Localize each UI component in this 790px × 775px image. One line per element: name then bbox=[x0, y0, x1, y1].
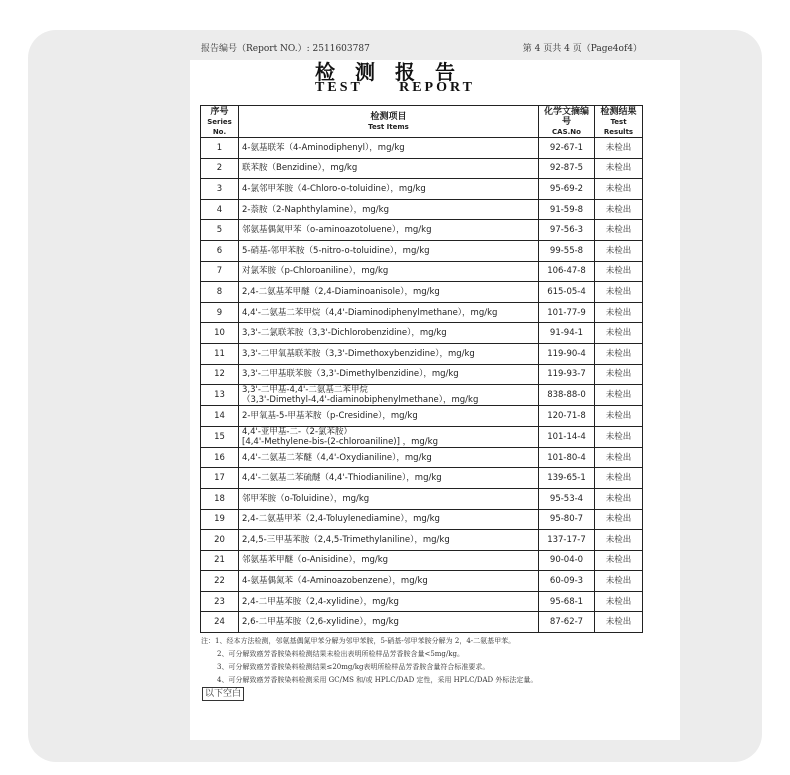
cell-cas-no: 92-67-1 bbox=[539, 138, 595, 159]
note-line: 4、可分解致癌芳香胺染料检测采用 GC/MS 和/或 HPLC/DAD 定性，采用 HPLC/DAD 外标法定量。 bbox=[217, 676, 538, 684]
cell-series-no: 22 bbox=[201, 571, 239, 592]
table-row bbox=[201, 468, 643, 489]
cell-series-no: 4 bbox=[201, 199, 239, 220]
table-row bbox=[201, 447, 643, 468]
test-item-text: 2,4-二氨基甲苯（2,4-Toluylenediamine），mg/kg bbox=[242, 514, 440, 525]
test-item-text: 对氯苯胺（p-Chloroaniline），mg/kg bbox=[242, 266, 389, 277]
cell-cas-no: 139-65-1 bbox=[539, 468, 595, 489]
cell-series-no: 23 bbox=[201, 591, 239, 612]
table-row bbox=[201, 343, 643, 364]
test-item-text: 邻氨基偶氮甲苯（o-aminoazotoluene），mg/kg bbox=[242, 225, 432, 236]
cell-series-no: 1 bbox=[201, 138, 239, 159]
cell-cas-no: 101-80-4 bbox=[539, 447, 595, 468]
header-cas-en: CAS.No bbox=[552, 127, 581, 136]
cell-test-item bbox=[239, 240, 539, 261]
cell-test-result: 未检出 bbox=[595, 571, 643, 592]
cell-cas-no: 101-77-9 bbox=[539, 302, 595, 323]
title-chinese: 检测报告 bbox=[315, 60, 475, 84]
cell-test-item bbox=[239, 468, 539, 489]
table-row bbox=[201, 179, 643, 200]
test-item-text: 邻氨基苯甲醚（o-Anisidine），mg/kg bbox=[242, 555, 389, 566]
cell-test-result: 未检出 bbox=[595, 591, 643, 612]
header-series-no bbox=[201, 106, 239, 138]
table-row bbox=[201, 138, 643, 159]
cell-test-item bbox=[239, 550, 539, 571]
cell-test-result: 未检出 bbox=[595, 220, 643, 241]
cell-cas-no: 60-09-3 bbox=[539, 571, 595, 592]
cell-test-item bbox=[239, 261, 539, 282]
test-item-text: （3,3'-Dimethyl-4,4'-diaminobiphenylmethane），mg/kg bbox=[242, 395, 479, 406]
cell-cas-no: 95-53-4 bbox=[539, 488, 595, 509]
test-item-text: 3,3'-二氯联苯胺（3,3'-Dichlorobenzidine），mg/kg bbox=[242, 328, 447, 339]
page-info: 第 4 页共 4 页（Page4of4） bbox=[522, 44, 642, 54]
test-item-text: 4,4'-亚甲基-二-（2-氯苯胺） bbox=[242, 426, 353, 437]
header-cas-no bbox=[539, 106, 595, 138]
cell-test-item bbox=[239, 612, 539, 633]
cell-test-result: 未检出 bbox=[595, 612, 643, 633]
cell-test-result: 未检出 bbox=[595, 509, 643, 530]
test-item-text: 2,4-二氨基苯甲醚（2,4-Diaminoanisole），mg/kg bbox=[242, 286, 440, 297]
cell-series-no: 8 bbox=[201, 282, 239, 303]
cell-test-result: 未检出 bbox=[595, 138, 643, 159]
header-series-en: Series No. bbox=[207, 117, 232, 136]
cell-series-no: 2 bbox=[201, 158, 239, 179]
cell-test-item bbox=[239, 571, 539, 592]
test-item-text: 4,4'-二氨基二苯硫醚（4,4'-Thiodianiline），mg/kg bbox=[242, 473, 442, 484]
cell-test-item bbox=[239, 302, 539, 323]
header-cas-cn: 化学文摘编号 bbox=[543, 106, 589, 127]
test-item-text: 2,6-二甲基苯胺（2,6-xylidine），mg/kg bbox=[242, 617, 399, 628]
cell-test-result: 未检出 bbox=[595, 385, 643, 406]
cell-test-result: 未检出 bbox=[595, 364, 643, 385]
cell-test-result: 未检出 bbox=[595, 240, 643, 261]
test-item-text: 4,4'-二氨基二苯醚（4,4'-Oxydianiline），mg/kg bbox=[242, 452, 432, 463]
table-body bbox=[201, 138, 643, 633]
note-line: 2、可分解致癌芳香胺染料检测结果未检出表明所检样品芳香胺含量<5mg/kg。 bbox=[217, 650, 464, 658]
cell-test-item bbox=[239, 323, 539, 344]
cell-series-no: 5 bbox=[201, 220, 239, 241]
cell-series-no: 15 bbox=[201, 426, 239, 447]
test-item-text: 2-甲氧基-5-甲基苯胺（p-Cresidine），mg/kg bbox=[242, 410, 418, 421]
cell-cas-no: 119-93-7 bbox=[539, 364, 595, 385]
header-items-en: Test Items bbox=[368, 122, 409, 131]
header-series-cn: 序号 bbox=[210, 106, 229, 117]
table-row bbox=[201, 385, 643, 406]
cell-test-result: 未检出 bbox=[595, 530, 643, 551]
report-number: 报告编号（Report NO.）: 2511603787 bbox=[201, 44, 370, 54]
test-item-text: 4-氨基偶氮苯（4-Aminoazobenzene），mg/kg bbox=[242, 576, 428, 587]
cell-series-no: 12 bbox=[201, 364, 239, 385]
cell-test-item bbox=[239, 179, 539, 200]
test-item-text: 4-氯邻甲苯胺（4-Chloro-o-toluidine），mg/kg bbox=[242, 183, 426, 194]
test-item-text: 3,3'-二甲基-4,4'-二氨基二苯甲烷 bbox=[242, 385, 368, 396]
cell-test-result: 未检出 bbox=[595, 179, 643, 200]
cell-test-item bbox=[239, 282, 539, 303]
table-row bbox=[201, 302, 643, 323]
table-row bbox=[201, 591, 643, 612]
table-row bbox=[201, 530, 643, 551]
cell-test-result: 未检出 bbox=[595, 282, 643, 303]
table-row bbox=[201, 612, 643, 633]
table-row bbox=[201, 199, 643, 220]
cell-series-no: 18 bbox=[201, 488, 239, 509]
table-row bbox=[201, 509, 643, 530]
cell-test-result: 未检出 bbox=[595, 426, 643, 447]
note-line: 3、可分解致癌芳香胺染料检测结果≤20mg/kg表明所检样品芳香胺含量符合标准要求。 bbox=[217, 663, 490, 671]
cell-series-no: 21 bbox=[201, 550, 239, 571]
test-item-text: [4,4'-Methylene-bis-(2-chloroaniline)] ，mg/kg bbox=[242, 436, 438, 447]
cell-series-no: 24 bbox=[201, 612, 239, 633]
cell-test-item bbox=[239, 199, 539, 220]
test-item-text: 2-萘胺（2-Naphthylamine），mg/kg bbox=[242, 204, 389, 215]
table-row bbox=[201, 406, 643, 427]
test-results-table bbox=[200, 105, 643, 633]
title-english: TEST REPORT bbox=[315, 80, 475, 95]
cell-test-result: 未检出 bbox=[595, 158, 643, 179]
cell-cas-no: 99-55-8 bbox=[539, 240, 595, 261]
table-row bbox=[201, 426, 643, 447]
cell-cas-no: 92-87-5 bbox=[539, 158, 595, 179]
cell-series-no: 9 bbox=[201, 302, 239, 323]
cell-test-item bbox=[239, 158, 539, 179]
cell-test-item bbox=[239, 509, 539, 530]
cell-test-item bbox=[239, 447, 539, 468]
table-row bbox=[201, 571, 643, 592]
table-row bbox=[201, 158, 643, 179]
cell-test-item bbox=[239, 138, 539, 159]
cell-series-no: 6 bbox=[201, 240, 239, 261]
test-item-text: 5-硝基-邻甲苯胺（5-nitro-o-toluidine），mg/kg bbox=[242, 245, 430, 256]
table-row bbox=[201, 550, 643, 571]
test-item-text: 4,4'-二氨基二苯甲烷（4,4'-Diaminodiphenylmethane），mg/kg bbox=[242, 307, 498, 318]
test-item-text: 2,4-二甲基苯胺（2,4-xylidine），mg/kg bbox=[242, 596, 399, 607]
test-item-text: 2,4,5-三甲基苯胺（2,4,5-Trimethylaniline），mg/kg bbox=[242, 534, 450, 545]
cell-test-result: 未检出 bbox=[595, 447, 643, 468]
table-row bbox=[201, 282, 643, 303]
cell-test-item bbox=[239, 364, 539, 385]
cell-series-no: 7 bbox=[201, 261, 239, 282]
cell-test-result: 未检出 bbox=[595, 550, 643, 571]
cell-cas-no: 95-68-1 bbox=[539, 591, 595, 612]
cell-test-item bbox=[239, 343, 539, 364]
cell-test-item bbox=[239, 426, 539, 447]
cell-cas-no: 119-90-4 bbox=[539, 343, 595, 364]
cell-series-no: 10 bbox=[201, 323, 239, 344]
cell-test-item bbox=[239, 385, 539, 406]
cell-cas-no: 615-05-4 bbox=[539, 282, 595, 303]
cell-cas-no: 91-94-1 bbox=[539, 323, 595, 344]
test-item-text: 3,3'-二甲氧基联苯胺（3,3'-Dimethoxybenzidine），mg/kg bbox=[242, 348, 475, 359]
cell-series-no: 11 bbox=[201, 343, 239, 364]
test-item-text: 3,3'-二甲基联苯胺（3,3'-Dimethylbenzidine），mg/kg bbox=[242, 369, 459, 380]
table-row bbox=[201, 488, 643, 509]
cell-series-no: 19 bbox=[201, 509, 239, 530]
cell-cas-no: 91-59-8 bbox=[539, 199, 595, 220]
cell-cas-no: 95-69-2 bbox=[539, 179, 595, 200]
cell-series-no: 14 bbox=[201, 406, 239, 427]
table-row bbox=[201, 240, 643, 261]
cell-test-item bbox=[239, 591, 539, 612]
table-row bbox=[201, 323, 643, 344]
cell-test-item bbox=[239, 530, 539, 551]
cell-test-result: 未检出 bbox=[595, 406, 643, 427]
cell-series-no: 3 bbox=[201, 179, 239, 200]
blank-below-mark: 以下空白 bbox=[202, 687, 244, 701]
cell-test-result: 未检出 bbox=[595, 199, 643, 220]
cell-test-result: 未检出 bbox=[595, 323, 643, 344]
cell-cas-no: 95-80-7 bbox=[539, 509, 595, 530]
cell-series-no: 13 bbox=[201, 385, 239, 406]
header-results-en: Test Results bbox=[603, 117, 634, 136]
cell-test-result: 未检出 bbox=[595, 343, 643, 364]
cell-cas-no: 137-17-7 bbox=[539, 530, 595, 551]
header-results-cn: 检测结果 bbox=[600, 106, 637, 117]
test-item-text: 4-氨基联苯（4-Aminodiphenyl），mg/kg bbox=[242, 142, 405, 153]
cell-test-item bbox=[239, 488, 539, 509]
cell-cas-no: 106-47-8 bbox=[539, 261, 595, 282]
cell-series-no: 17 bbox=[201, 468, 239, 489]
table-row bbox=[201, 261, 643, 282]
cell-cas-no: 97-56-3 bbox=[539, 220, 595, 241]
header-test-results bbox=[595, 106, 643, 138]
note-line: 注：1、经本方法检测，邻氨基偶氮甲苯分解为邻甲苯胺，5-硝基-邻甲苯胺分解为 2，4-二氨基甲苯。 bbox=[201, 637, 516, 645]
cell-cas-no: 120-71-8 bbox=[539, 406, 595, 427]
cell-series-no: 16 bbox=[201, 447, 239, 468]
cell-test-item bbox=[239, 406, 539, 427]
cell-test-result: 未检出 bbox=[595, 488, 643, 509]
header-items-cn: 检测项目 bbox=[370, 111, 407, 122]
test-item-text: 邻甲苯胺（o-Toluidine），mg/kg bbox=[242, 493, 370, 504]
cell-test-result: 未检出 bbox=[595, 302, 643, 323]
cell-test-result: 未检出 bbox=[595, 261, 643, 282]
table-row bbox=[201, 220, 643, 241]
cell-cas-no: 87-62-7 bbox=[539, 612, 595, 633]
test-item-text: 联苯胺（Benzidine），mg/kg bbox=[242, 163, 358, 174]
cell-cas-no: 101-14-4 bbox=[539, 426, 595, 447]
cell-test-result: 未检出 bbox=[595, 468, 643, 489]
cell-cas-no: 90-04-0 bbox=[539, 550, 595, 571]
cell-test-item bbox=[239, 220, 539, 241]
cell-cas-no: 838-88-0 bbox=[539, 385, 595, 406]
cell-series-no: 20 bbox=[201, 530, 239, 551]
table-row bbox=[201, 364, 643, 385]
header-test-items bbox=[239, 106, 539, 138]
table-header-row bbox=[201, 106, 643, 138]
notes bbox=[201, 635, 641, 687]
